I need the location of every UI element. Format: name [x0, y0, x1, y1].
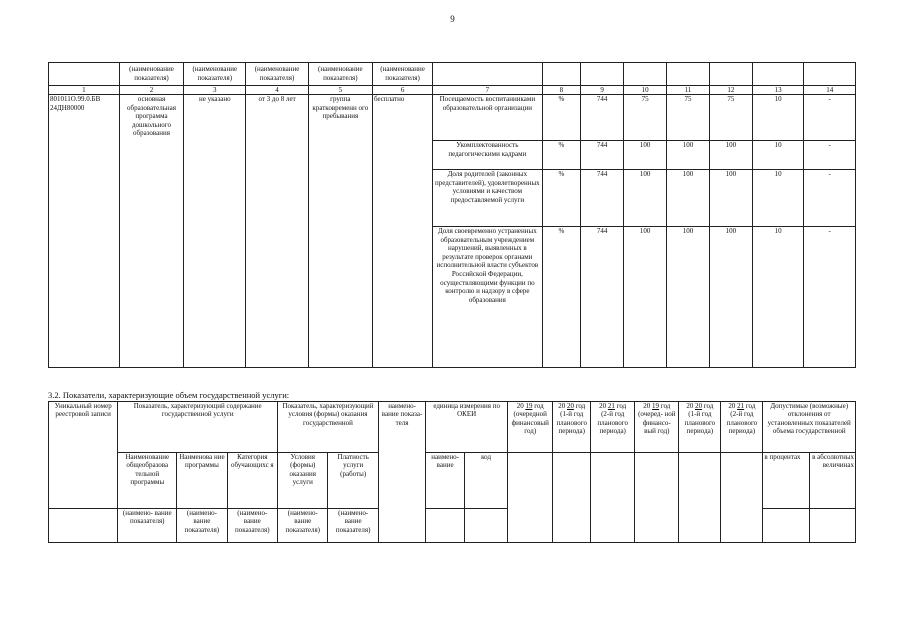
- section-title: 3.2. Показатели, характеризующие объем государственной услуги:: [48, 390, 290, 400]
- age-range: от 3 до 8 лет: [246, 95, 308, 368]
- indicator-header: (наименование показателя): [184, 63, 246, 86]
- okei-code: 744: [581, 141, 624, 170]
- unit: %: [542, 141, 581, 170]
- table-row: [49, 95, 856, 141]
- col-number: 13: [752, 86, 804, 95]
- indicator-header: (наименование показателя): [308, 63, 372, 86]
- indicator-header: (наименование показателя): [373, 63, 433, 86]
- value-2020: 75: [667, 95, 710, 141]
- deviation-absolute: -: [804, 141, 856, 170]
- indicator-name: Посещаемость воспитанниками образовательной организации: [433, 95, 542, 141]
- col-number: 10: [624, 86, 667, 95]
- value-2019-header: 20 19 год (очередной финансовый год): [508, 402, 553, 453]
- unit: %: [542, 170, 581, 227]
- value-2019: 100: [624, 170, 667, 227]
- payment: бесплатно: [373, 95, 433, 368]
- registry-code: 801011О.99.0.БВ 24ДН80000: [49, 95, 120, 368]
- form-header: Условия (формы) оказания услуги: [278, 453, 328, 509]
- payment-header: Платность услуги (работы): [328, 453, 378, 509]
- header-row: [49, 402, 856, 453]
- avg-2019-header: 20 19 год (очеред- ной финансо- вый год): [635, 402, 679, 453]
- col-number: 3: [184, 86, 246, 95]
- conditions-header: Показатель, характеризующий условия (формы) оказания государственной: [278, 402, 379, 453]
- program-name: основная образовательная программа дошкольного образования: [119, 95, 183, 368]
- okei-code: 744: [581, 95, 624, 141]
- avg-2021-header: 20 21 год (2-й год планового периода): [721, 402, 763, 453]
- indicator-name-label: (наимено- вание показателя): [177, 509, 227, 543]
- percent-header: в процентах: [763, 453, 809, 509]
- deviation-absolute: -: [804, 170, 856, 227]
- indicator-name: Доля родителей (законных представителей), удовлетворенных условиями и качеством предоставляемой услуги: [433, 170, 542, 227]
- col-number: 2: [119, 86, 183, 95]
- value-2021-header: 20 21 год (2-й год планового периода): [591, 402, 635, 453]
- indicator-header: (наименование показателя): [246, 63, 308, 86]
- value-2019: 100: [624, 227, 667, 368]
- value-2019: 100: [624, 141, 667, 170]
- unit-code-header: код: [465, 453, 508, 509]
- col-number: 8: [542, 86, 581, 95]
- indicator-name-label: (наимено- вание показателя): [118, 509, 177, 543]
- quality-indicators-table: [48, 62, 856, 368]
- okei-code: 744: [581, 227, 624, 368]
- col-number: 5: [308, 86, 372, 95]
- col-number: 14: [804, 86, 856, 95]
- unit-name-header: наимено- вание: [426, 453, 465, 509]
- col-number: 6: [373, 86, 433, 95]
- column-numbers-row: [49, 86, 856, 95]
- value-2019: 75: [624, 95, 667, 141]
- absolute-header: в абсолютных величинах: [809, 453, 855, 509]
- deviation-percent: 10: [752, 227, 804, 368]
- deviation-header: Допустимые (возможные) отклонения от установленных показателей объема государственной: [763, 402, 856, 453]
- program-header: Наименование общеобразова тельной программы: [118, 453, 177, 509]
- deviation-absolute: -: [804, 227, 856, 368]
- value-2020: 100: [667, 227, 710, 368]
- indicator-name-label: (наимено- вание показателя): [328, 509, 378, 543]
- content-header: Показатель, характеризующий содержание государственной услуги: [118, 402, 278, 453]
- col-number: 4: [246, 86, 308, 95]
- value-2020: 100: [667, 141, 710, 170]
- group-type: группа кратковременн ого пребывания: [308, 95, 372, 368]
- col-number: 9: [581, 86, 624, 95]
- indicator-name: Укомплектованность педагогическими кадрами: [433, 141, 542, 170]
- okei-code: 744: [581, 170, 624, 227]
- registry-header: Уникальный номер реестровой записи: [49, 402, 118, 509]
- unit: %: [542, 227, 581, 368]
- deviation-percent: 10: [752, 170, 804, 227]
- not-specified: не указано: [184, 95, 246, 368]
- page-number: 9: [450, 14, 455, 24]
- col-number: 12: [709, 86, 752, 95]
- col-number: 1: [49, 86, 120, 95]
- value-2020: 100: [667, 170, 710, 227]
- deviation-percent: 10: [752, 141, 804, 170]
- okei-header: единица измерения по ОКЕИ: [426, 402, 508, 453]
- avg-2020-header: 20 20 год (1-й год планового периода): [679, 402, 721, 453]
- indicator-name-label: (наимено- вание показателя): [227, 509, 277, 543]
- value-2021: 100: [709, 227, 752, 368]
- indicator-header: (наименование показателя): [119, 63, 183, 86]
- col-number: 7: [433, 86, 542, 95]
- header-row: [49, 453, 856, 509]
- program-name-header: Наименова ние программы: [177, 453, 227, 509]
- volume-name-header: наимено- вание показа- теля: [378, 402, 425, 543]
- unit: %: [542, 95, 581, 141]
- deviation-percent: 10: [752, 95, 804, 141]
- indicator-name-label: (наимено- вание показателя): [278, 509, 328, 543]
- indicator-name: Доля своевременно устраненных образовательным учреждением нарушений, выявленных в результате проверок органами исполнительной власти субъектов Российской Федерации, осуществляющими функции по контролю и надзору в сфере образования: [433, 227, 542, 368]
- deviation-absolute: -: [804, 95, 856, 141]
- col-number: 11: [667, 86, 710, 95]
- value-2021: 100: [709, 170, 752, 227]
- value-2020-header: 20 20 год (1-й год планового периода): [553, 402, 591, 453]
- category-header: Категория обучающихс я: [227, 453, 277, 509]
- value-2021: 75: [709, 95, 752, 141]
- header-row: [49, 63, 856, 86]
- volume-indicators-table: [48, 401, 856, 543]
- value-2021: 100: [709, 141, 752, 170]
